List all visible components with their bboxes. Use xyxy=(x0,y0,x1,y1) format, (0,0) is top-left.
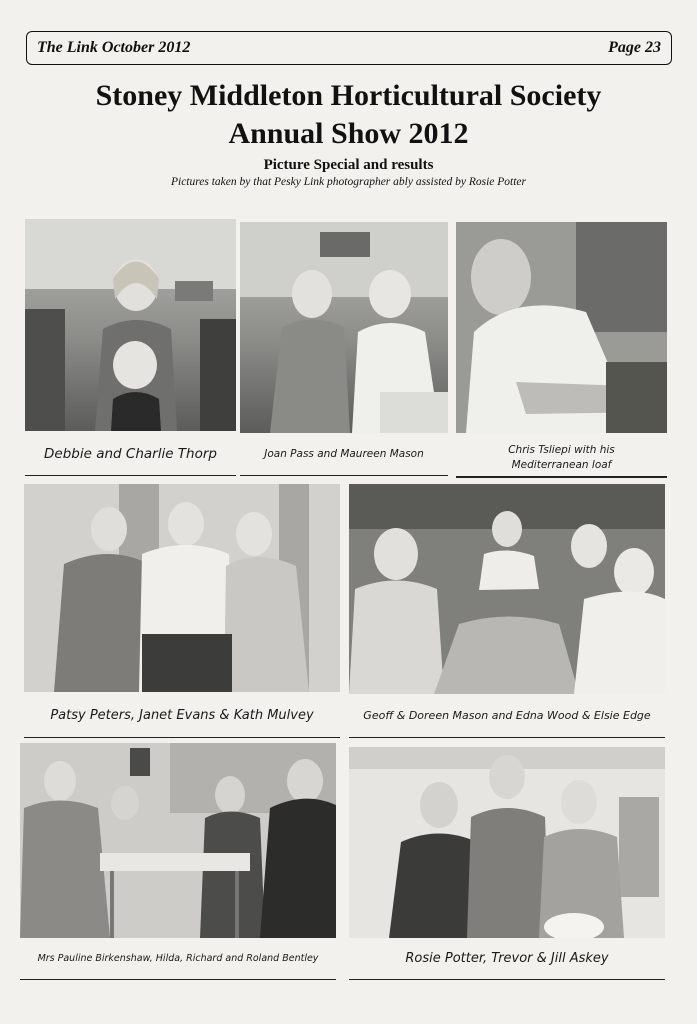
caption-photo2: Joan Pass and Maureen Mason xyxy=(240,440,448,476)
page-number: Page 23 xyxy=(608,39,661,56)
caption-photo6: Mrs Pauline Birkenshaw, Hilda, Richard and Roland Bentley xyxy=(20,944,336,980)
photo-debbie-charlie xyxy=(25,219,236,431)
caption-photo1: Debbie and Charlie Thorp xyxy=(25,440,236,476)
page-header xyxy=(26,31,672,65)
caption-photo5: Geoff & Doreen Mason and Edna Wood & Elsie Edge xyxy=(349,700,665,738)
photo-rosie-trevor-jill xyxy=(349,747,665,938)
page-title-line2: Annual Show 2012 xyxy=(228,117,469,150)
photo-geoff-doreen-edna-elsie xyxy=(349,484,665,694)
photo-patsy-janet-kath xyxy=(24,484,340,692)
caption-photo3-line1: Chris Tsliepi with his xyxy=(508,444,615,456)
caption-photo4: Patsy Peters, Janet Evans & Kath Mulvey xyxy=(24,700,340,738)
page-subtitle: Picture Special and results xyxy=(263,157,434,173)
photo-chris xyxy=(456,222,667,433)
photo-joan-maureen xyxy=(240,222,448,433)
photo-credit: Pictures taken by that Pesky Link photographer ably assisted by Rosie Potter xyxy=(170,176,527,188)
page-title: Stoney Middleton Horticultural Society xyxy=(95,79,602,112)
caption-photo3 xyxy=(456,440,667,476)
photo-birkenshaw-bentley xyxy=(20,743,336,938)
caption-divider xyxy=(456,476,667,478)
caption-photo7: Rosie Potter, Trevor & Jill Askey xyxy=(349,944,665,980)
caption-photo3-line2: Mediterranean loaf xyxy=(511,459,612,471)
publication-name: The Link October 2012 xyxy=(37,39,191,56)
